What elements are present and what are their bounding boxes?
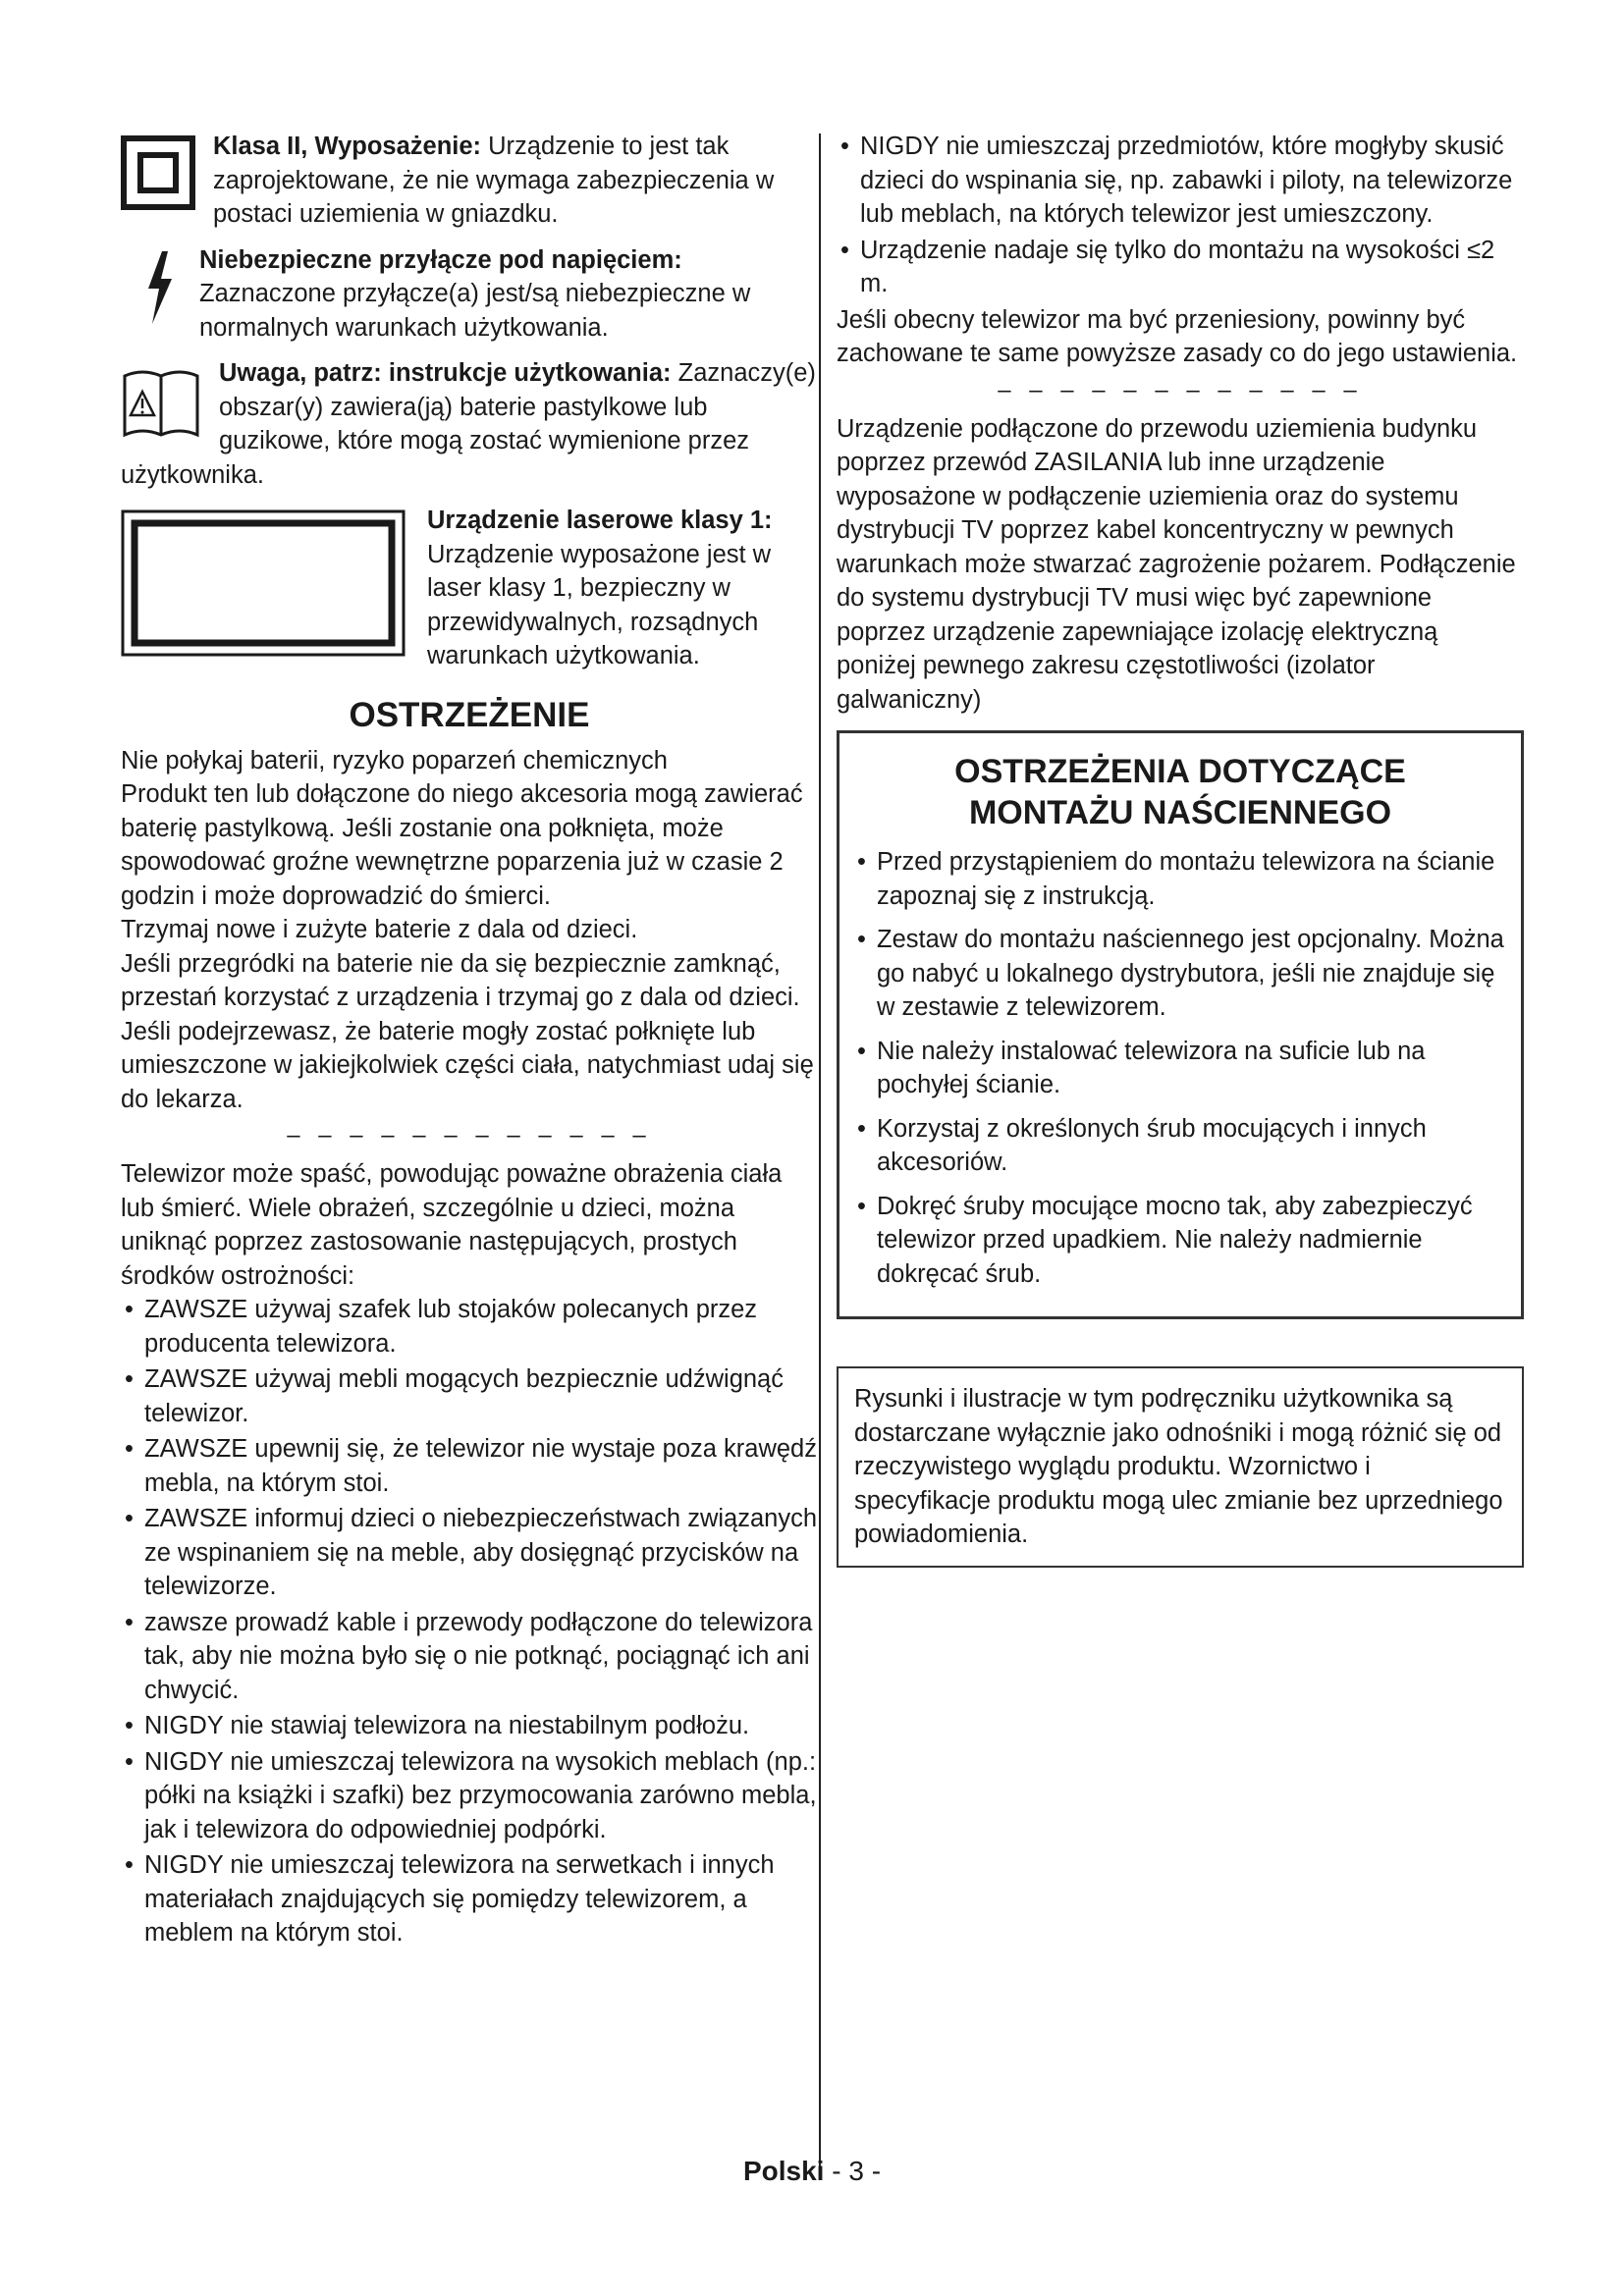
warning-paragraph: Trzymaj nowe i zużyte baterie z dala od dzieci. [121,916,638,943]
class2-paragraph [121,130,818,232]
list-item: • Dokręć śruby mocujące mocno tak, aby zabezpieczyć telewizor przed upadkiem. Nie należy nadmiernie dokręcać śrub. [853,1190,1507,1292]
list-item: • Zestaw do montażu naściennego jest opcjonalny. Można go nabyć u lokalnego dystrybutora, jeśli nie znajduje się w zestawie z telewizorem. [853,923,1507,1025]
warning-paragraph: Produkt ten lub dołączone do niego akcesoria mogą zawierać baterię pastylkową. Jeśli zostanie ona połknięta, może spowodować groźne wewnętrzne poparzenia już w czasie 2 godzin i może doprowadzić do śmierci. [121,780,803,910]
class-ii-double-square-icon [121,135,195,210]
class2-block [121,130,818,232]
wall-mount-title [853,751,1507,833]
class2-label: Klasa II, Wyposażenie: [213,133,482,160]
wall-mount-title-line: OSTRZEŻENIA DOTYCZĄCE [954,753,1406,790]
caution-text: Zaznaczy(e) obszar(y) zawiera(ją) baterie pastylkowe lub guzikowe, które mogą zostać wymienione przez użytkownika. [121,359,816,489]
warning-paragraph: Nie połykaj baterii, ryzyko poparzeń chemicznych [121,746,668,774]
right-column [837,130,1524,1568]
list-item: • ZAWSZE upewnij się, że telewizor nie wystaje poza krawędź mebla, na którym stoi. [121,1432,818,1500]
list-item: • NIGDY nie stawiaj telewizora na niestabilnym podłożu. [121,1709,818,1743]
list-item: • ZAWSZE używaj szafek lub stojaków polecanych przez producenta telewizora. [121,1293,818,1361]
laser-label: Urządzenie laserowe klasy 1: [427,507,773,534]
list-item: • ZAWSZE informuj dzieci o niebezpieczeństwach związanych ze wspinaniem się na meble, aby dosięgnąć przycisków na telewizorze. [121,1502,818,1604]
grounding-paragraph: Urządzenie podłączone do przewodu uziemienia budynku poprzez przewód ZASILANIA lub inne urządzenie wyposażone w podłączenie uziemienia oraz do systemu dystrybucji TV poprzez kabel koncentryczny w pewnych warunkach może stwarzać zagrożenie pożarem. Podłączenie do systemu dystrybucji TV musi więc być zapewnione poprzez urządzenie zapewniające izolację elektryczną poniżej pewnego zakresu częstotliwości (izolator galwaniczny) [837,414,1516,714]
laser-block [121,504,818,673]
live-terminal-block [121,243,818,346]
list-item: • Korzystaj z określonych śrub mocujących i innych akcesoriów. [853,1112,1507,1180]
relocation-paragraph: Jeśli obecny telewizor ma być przeniesiony, powinny być zachowane te same powyższe zasady co do jego ustawienia. [837,305,1518,367]
manual-warning-icon [121,362,201,439]
page-number: - 3 - [824,2156,882,2186]
list-item: • Przed przystąpieniem do montażu telewizora na ścianie zapoznaj się z instrukcją. [853,845,1507,913]
warning-body [121,744,818,1117]
footer-language: Polski [742,2156,825,2186]
list-item: • Urządzenie nadaje się tylko do montażu na wysokości ≤2 m. [837,234,1524,301]
wall-mount-title-line: MONTAŻU NAŚCIENNEGO [968,794,1392,831]
page-footer [0,2156,1624,2187]
warning-title: OSTRZEŻENIE [349,695,590,734]
laser-class-label-icon [121,509,406,657]
tip-over-list-continued [837,130,1524,301]
live-terminal-text: Zaznaczone przyłącze(a) jest/są niebezpieczne w normalnych warunkach użytkowania. [199,280,751,342]
tip-over-list [121,1293,818,1950]
live-terminal-label: Niebezpieczne przyłącze pod napięciem: [199,245,682,274]
list-item: • NIGDY nie umieszczaj telewizora na serwetkach i innych materiałach znajdujących się pomiędzy telewizorem, a meblem na którym stoi. [121,1848,818,1950]
list-item: • ZAWSZE używaj mebli mogących bezpiecznie udźwignąć telewizor. [121,1362,818,1430]
wall-mount-list [853,845,1507,1291]
caution-label: Uwaga, patrz: instrukcje użytkowania: [219,359,672,387]
warning-paragraph: Jeśli przegródki na baterie nie da się bezpiecznie zamknąć, przestań korzystać z urządzenia i trzymaj go z dala od dzieci. [121,949,800,1011]
left-column [121,130,818,1952]
class2-text: Urządzenie to jest tak zaprojektowane, że nie wymaga zabezpieczenia w postaci uziemienia w gniazdku. [213,133,775,228]
live-terminal-paragraph [121,243,818,346]
caution-block [121,356,818,492]
column-divider [819,133,821,2167]
list-item: • NIGDY nie umieszczaj przedmiotów, które mogłyby skusić dzieci do wspinania się, np. zabawki i piloty, na telewizorze lub meblach, na których telewizor jest umieszczony. [837,130,1524,232]
list-item: • zawsze prowadź kable i przewody podłączone do telewizora tak, aby nie można było się o nie potknąć, pociągnąć ich ani chwycić. [121,1606,818,1708]
list-item: • Nie należy instalować telewizora na suficie lub na pochyłej ścianie. [853,1035,1507,1102]
tip-over-intro: Telewizor może spaść, powodując poważne obrażenia ciała lub śmierć. Wiele obrażeń, szczególnie u dzieci, można uniknąć poprzez zastosowanie następujących, prostych środków ostrożności: [121,1160,783,1290]
laser-text: Urządzenie wyposażone jest w laser klasy 1, bezpieczny w przewidywalnych, rozsądnych warunkach użytkowania. [427,540,772,669]
warning-paragraph: Jeśli podejrzewasz, że baterie mogły zostać połknięte lub umieszczone w jakiejkolwiek części ciała, natychmiast udaj się do lekarza. [121,1017,814,1113]
wall-mount-warning-box [837,730,1524,1319]
caution-paragraph [121,356,818,492]
lightning-bolt-icon [142,249,176,326]
list-item: • NIGDY nie umieszczaj telewizora na wysokich meblach (np.: półki na książki i szafki) bez przymocowania zarówno mebla, jak i telewizora do odpowiedniej podpórki. [121,1745,818,1847]
dashed-separator: – – – – – – – – – – – – [287,1122,652,1148]
illustration-notice-box [837,1366,1524,1568]
dashed-separator: – – – – – – – – – – – – [998,376,1363,403]
illustration-notice-text: Rysunki i ilustracje w tym podręczniku użytkownika są dostarczane wyłącznie jako odnośniki i mogą różnić się od rzeczywistego wyglądu produktu. Wzornictwo i specyfikacje produktu mogą ulec zmianie bez uprzedniego powiadomienia. [854,1385,1503,1548]
